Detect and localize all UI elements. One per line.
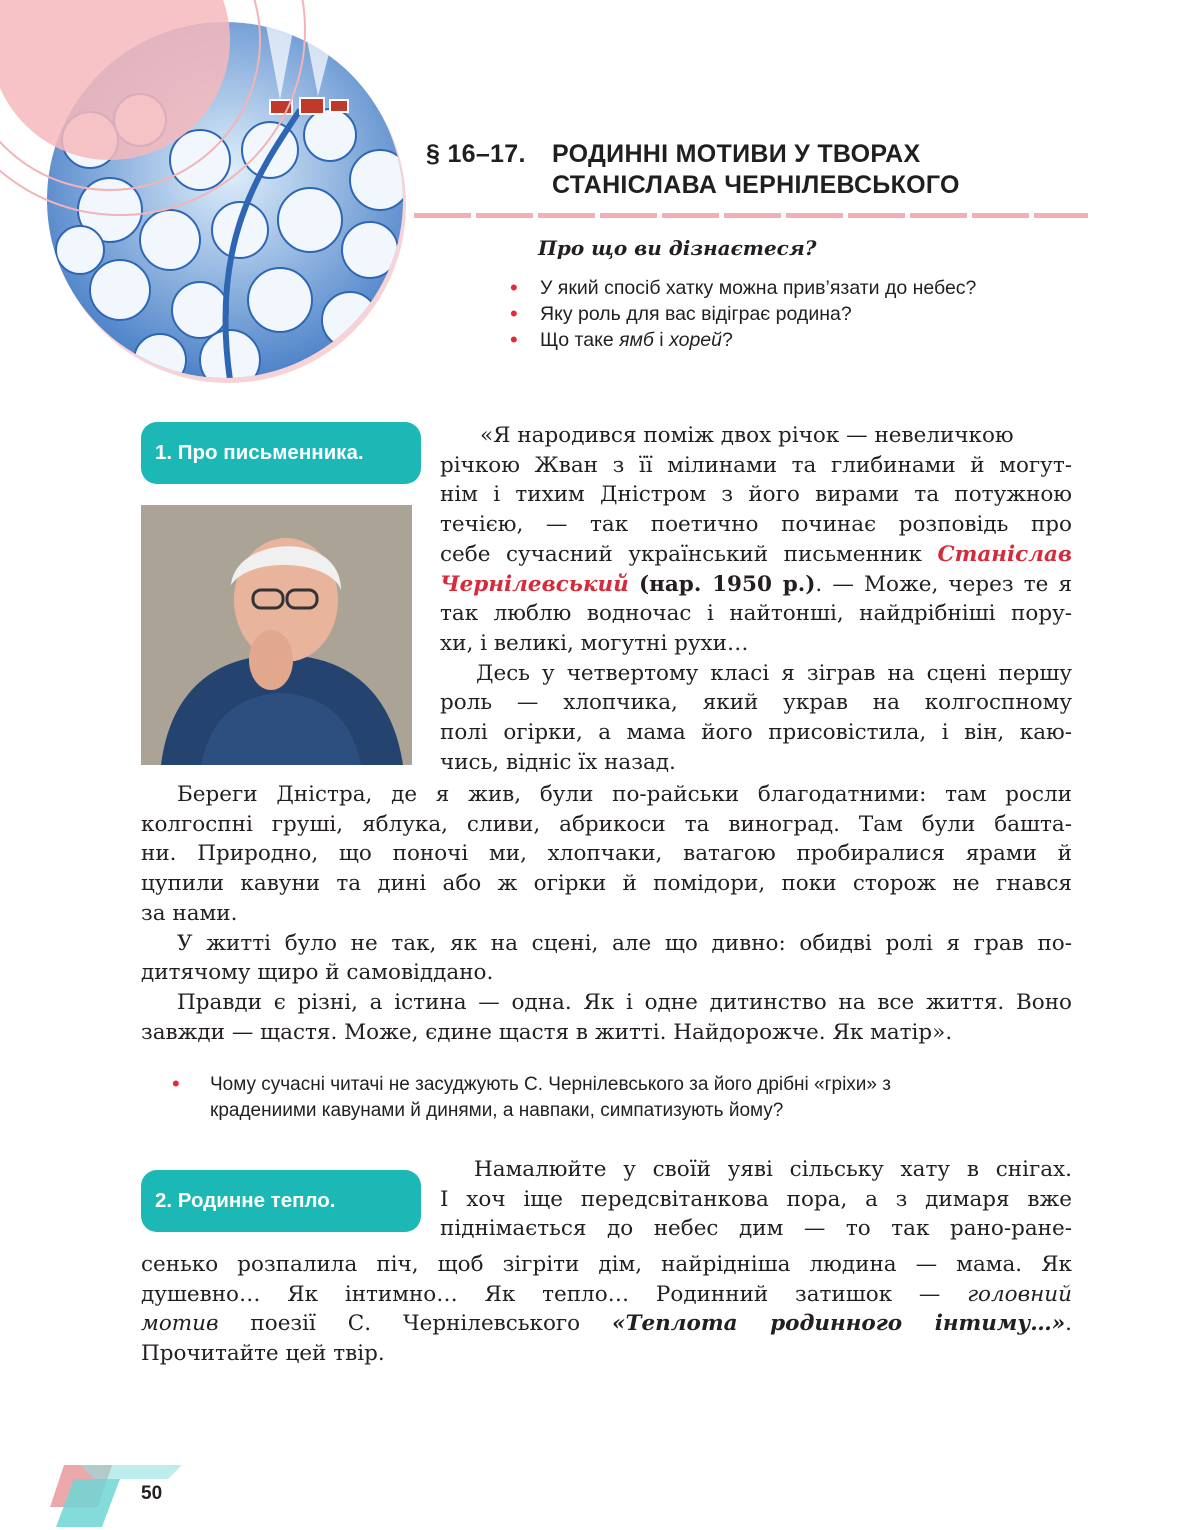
page-corner-decoration bbox=[50, 1457, 190, 1527]
bullet-icon: • bbox=[510, 301, 518, 326]
author-photo bbox=[141, 505, 412, 765]
page-number: 50 bbox=[141, 1483, 163, 1504]
header-illustration bbox=[0, 0, 440, 420]
section-badge-family-warmth: 2. Родинне тепло. bbox=[141, 1170, 421, 1232]
learn-questions bbox=[510, 275, 976, 353]
author-name: Станіслав bbox=[937, 541, 1072, 567]
family-column-text: Намалюйте у своїй уяві сільську хату в снігах. І хоч іще передсвітанкова пора, а з димаря вже піднімається до небес дим — то так рано-ране- bbox=[440, 1157, 1072, 1242]
section-number: § 16–17. bbox=[426, 140, 526, 168]
section-badge-about-writer: 1. Про письменника. bbox=[141, 422, 421, 484]
bullet-icon: • bbox=[510, 275, 518, 300]
learn-heading: Про що ви дізнаєтеся? bbox=[538, 236, 817, 260]
bullet-icon: • bbox=[172, 1071, 180, 1096]
page-title-line2: СТАНІСЛАВА ЧЕРНІЛЕВСЬКОГО bbox=[552, 171, 960, 199]
learn-question: • У який спосіб хатку можна прив’язати до небес? bbox=[510, 275, 977, 300]
author-intro-line: себе сучасний український письменник Станіслав bbox=[440, 541, 1072, 567]
author-surname: Чернілевський bbox=[440, 571, 629, 597]
memoir-text: Береги Дністра, де я жив, були по-райськи благодатними: там росли колгоспні груші, яблука, сливи, абрикоси та виноград. Там були башта- ни. Природно, що поночі ми, хлопчаки, ватагою пробиралися ярами й цупили кавуни та дині або ж огірки й помідори, поки сторож не гнався за нами. У житті було не так, як на сцені, але що дивно: обидві ролі я грав по- дитячому щиро й самовіддано. Правди є різні, а істина — одна. Як і одне дитинство на все життя. Воно завжди — щастя. Може, єдине щастя в житті. Найдорожче. Як матір». bbox=[141, 782, 1072, 1045]
intro-column-text: «Я народився поміж двох річок — невеличкою річкою Жван з її мілинами та глибинами й могут- нім і тихим Дністром з його вирами та потужною течією, — так поетично починає розповідь про себе сучасний український письменник Станіслав Чернілевський (нар. 1950 р.). — Може, через те я так люблю водночас і найтонші, найдрібніші пору- хи, і великі, могутні рухи… Десь у четвертому класі я зіграв на сцені першу роль — хлопчика, який украв на колгоспному полі огірки, а мама його присовістила, і він, каю- чись, відніс їх назад. bbox=[440, 423, 1073, 775]
title-divider bbox=[414, 213, 1088, 218]
page-title-line1: РОДИННІ МОТИВИ У ТВОРАХ bbox=[552, 140, 921, 168]
learn-question: • Що таке ямб і хорей? bbox=[510, 327, 733, 352]
poem-title: «Теплота родинного інтиму…» bbox=[612, 1311, 1066, 1337]
discussion-question: • Чому сучасні читачі не засуджують С. Чернілевського за його дрібні «гріхи» з крадениими кавунами й динями, а навпаки, симпатизують йому? bbox=[172, 1071, 891, 1121]
family-text: сенько розпалила піч, щоб зігріти дім, найрідніша людина — мама. Як душевно… Як інтимно… Як тепло… Родинний затишок — головний мотив поезії С. Чернілевського «Теплота родинного інтиму…». Прочитайте цей твір. bbox=[141, 1252, 1072, 1367]
bullet-icon: • bbox=[510, 327, 518, 352]
learn-question: • Яку роль для вас відіграє родина? bbox=[510, 301, 852, 326]
